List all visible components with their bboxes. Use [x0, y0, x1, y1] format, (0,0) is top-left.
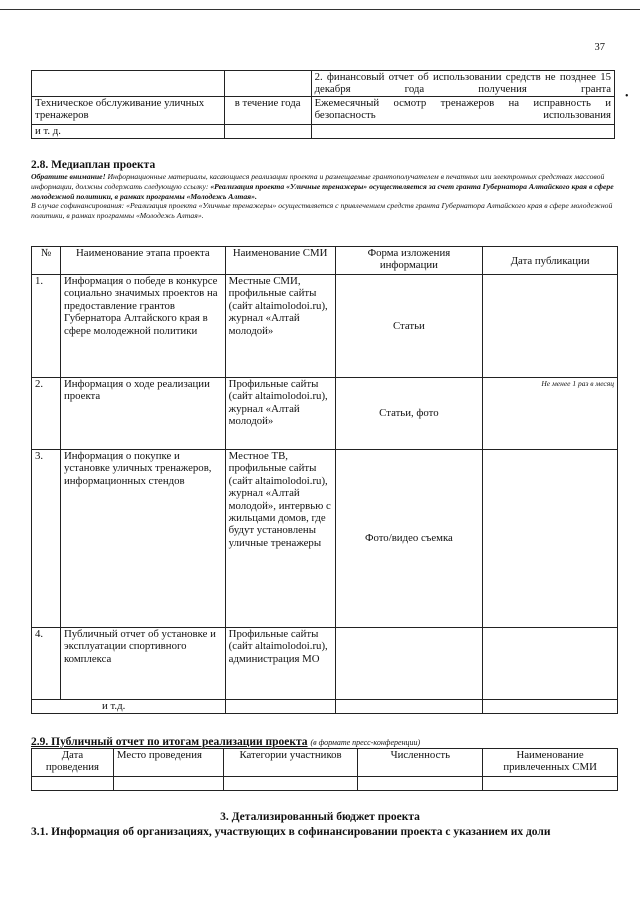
table-cell: Ежемесячный осмотр тренажеров на исправность и безопасность использования: [311, 97, 614, 125]
row-number: 1.: [32, 275, 61, 378]
date-cell: [483, 450, 618, 628]
header-cell: Наименование привлеченных СМИ: [483, 749, 618, 777]
date-cell: Не менее 1 раз в месяц: [483, 378, 618, 450]
form-cell: Статьи: [335, 275, 483, 378]
media-notice: [31, 172, 618, 221]
table-header-row: [32, 247, 618, 275]
table-cell: в течение года: [224, 97, 311, 125]
header-cell: Дата публикации: [483, 247, 618, 275]
table-cell: [483, 777, 618, 791]
page-number: 37: [594, 42, 605, 53]
notice-label: Обратите внимание!: [31, 172, 106, 181]
stage-cell: Информация о покупке и установке уличных тренажеров, информационных стендов: [60, 450, 225, 628]
date-cell: [483, 275, 618, 378]
section-title-text: 2.9. Публичный отчет по итогам реализации проекта: [31, 736, 308, 748]
table-cell: [483, 700, 618, 714]
top-rule: [0, 9, 640, 10]
section-title: 3. Детализированный бюджет проекта: [220, 811, 420, 823]
table-cell: [223, 777, 358, 791]
table-row: [32, 71, 615, 97]
table-row: [32, 777, 618, 791]
stage-cell: Публичный отчет об установке и эксплуатации спортивного комплекса: [60, 628, 225, 700]
section-subtitle: 3.1. Информация об организациях, участвующих в софинансировании проекта с указанием их доли: [31, 826, 551, 838]
header-cell: Наименование этапа проекта: [60, 247, 225, 275]
date-cell: [483, 628, 618, 700]
top-plan-table: [31, 70, 615, 139]
form-cell: [335, 628, 483, 700]
media-cell: Местное ТВ, профильные сайты (сайт altaimolodoi.ru), журнал «Алтай молодой», интервью с жильцами домов, где будут установлены уличные тренажеры: [225, 450, 335, 628]
notice-bold: «Реализация проекта «Уличные тренажеры» осуществляется за счет гранта Губернатора Алтайского края в сфере молодежной политики, в рамках программы «Молодежь Алтая».: [31, 181, 614, 201]
table-cell: [224, 125, 311, 139]
footer-cell: и т.д.: [32, 700, 226, 714]
table-row: [32, 378, 618, 450]
table-row: [32, 450, 618, 628]
table-cell: Техническое обслуживание уличных тренажеров: [32, 97, 225, 125]
notice-text: Информационные материалы, касающиеся реализации проекта и размещаемые грантополучателем в печатных или электронных средствах массовой информации, должны содержать следующую ссылку:: [31, 172, 605, 191]
header-cell: Численность: [358, 749, 483, 777]
table-cell: [225, 700, 335, 714]
public-report-table: [31, 748, 618, 791]
section-title: 2.8. Медиаплан проекта: [31, 159, 156, 171]
section-note: (в формате пресс-конференции): [310, 738, 421, 747]
header-cell: №: [32, 247, 61, 275]
table-cell: 2. финансовый отчет об использовании средств не позднее 15 декабря года получения гранта: [311, 71, 614, 97]
table-row: [32, 125, 615, 139]
media-cell: Профильные сайты (сайт altaimolodoi.ru), журнал «Алтай молодой»: [225, 378, 335, 450]
table-header-row: [32, 749, 618, 777]
header-cell: Категории участников: [223, 749, 358, 777]
table-row: [32, 97, 615, 125]
media-cell: Местные СМИ, профильные сайты (сайт altaimolodoi.ru), журнал «Алтай молодой»: [225, 275, 335, 378]
header-cell: Форма изложения информации: [335, 247, 483, 275]
table-row: [32, 700, 618, 714]
table-cell: [335, 700, 483, 714]
header-cell: Место проведения: [113, 749, 223, 777]
stage-cell: Информация о ходе реализации проекта: [60, 378, 225, 450]
media-cell: Профильные сайты (сайт altaimolodoi.ru), администрация МО: [225, 628, 335, 700]
section-title: [31, 736, 420, 748]
header-cell: Дата проведения: [32, 749, 114, 777]
table-cell: [32, 777, 114, 791]
table-cell: [311, 125, 614, 139]
table-cell: [358, 777, 483, 791]
row-number: 3.: [32, 450, 61, 628]
margin-mark: •: [625, 91, 629, 102]
cofinance-text: В случае софинансирования: «Реализация проекта «Уличные тренажеры» осуществляется с привлечением средств гранта Губернатора Алтайского края в сфере молодежной политики, в рамках программы «Молодежь Алтая».: [31, 201, 613, 221]
table-cell: [113, 777, 223, 791]
row-number: 2.: [32, 378, 61, 450]
media-plan-table: [31, 246, 618, 714]
table-row: [32, 628, 618, 700]
header-cell: Наименование СМИ: [225, 247, 335, 275]
table-cell: и т. д.: [32, 125, 225, 139]
form-cell: Фото/видео съемка: [335, 450, 483, 628]
table-cell: [224, 71, 311, 97]
table-row: [32, 275, 618, 378]
form-cell: Статьи, фото: [335, 378, 483, 450]
row-number: 4.: [32, 628, 61, 700]
table-cell: [32, 71, 225, 97]
stage-cell: Информация о победе в конкурсе социально значимых проектов на предоставление грантов Губернатора Алтайского края в сфере молодежной политики: [60, 275, 225, 378]
